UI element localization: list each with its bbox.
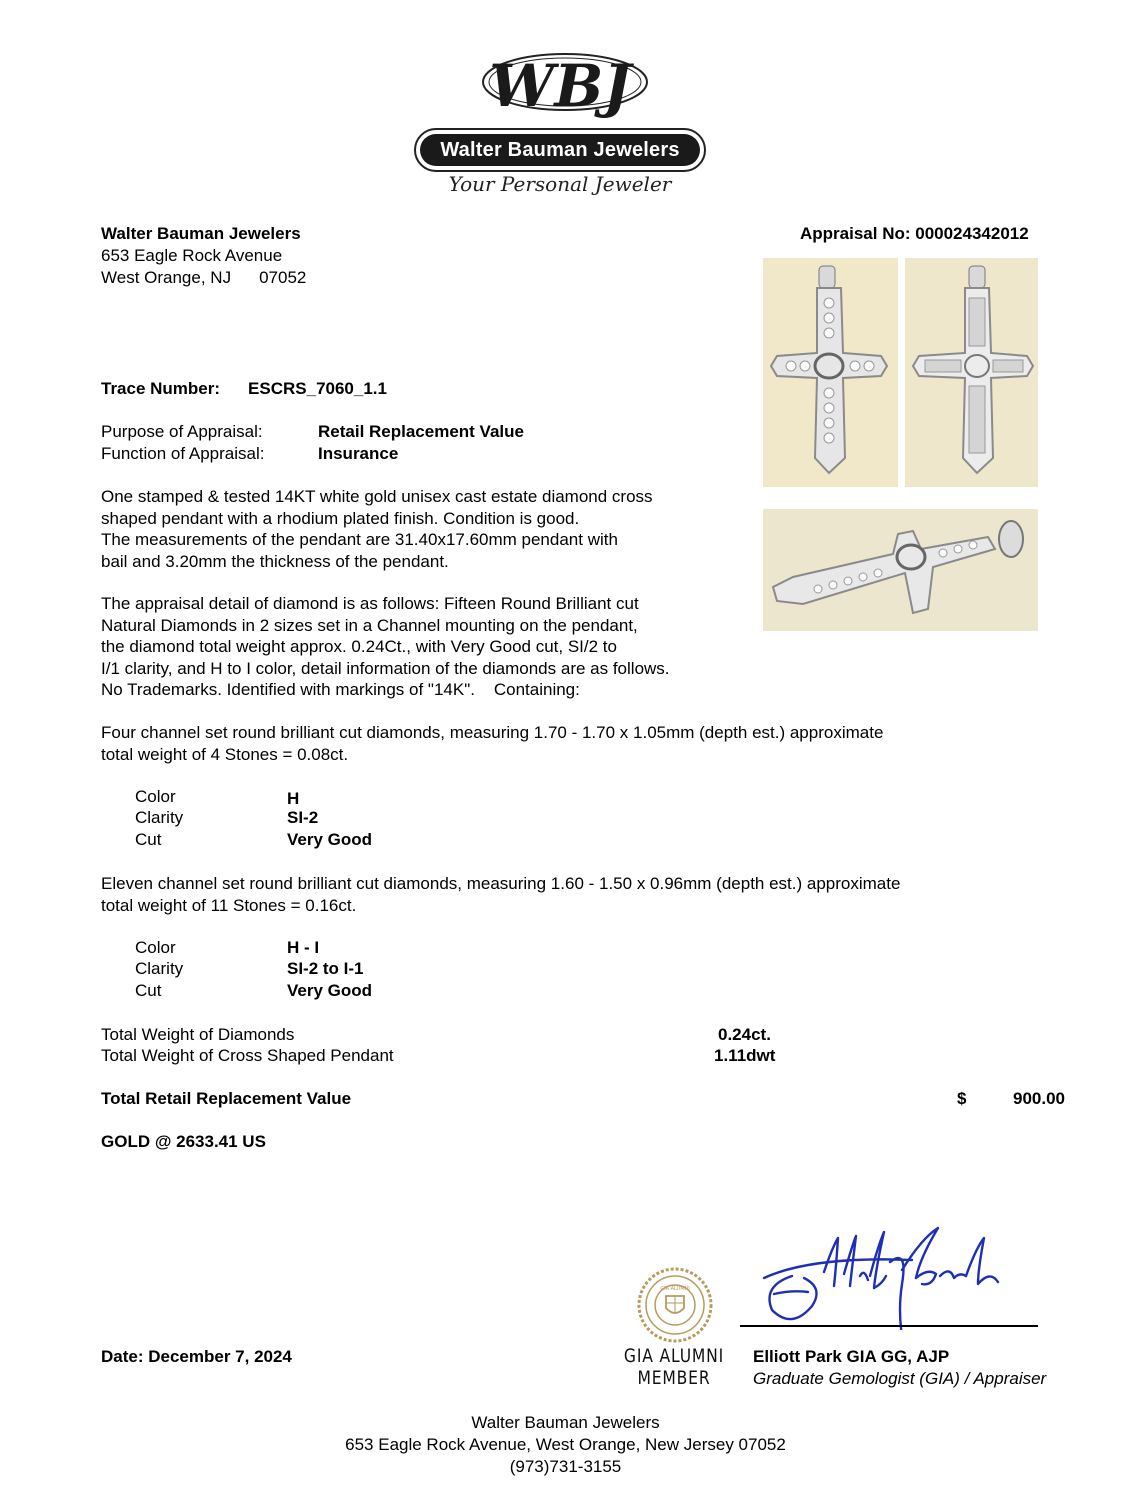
appraiser-name: Elliott Park GIA GG, AJP bbox=[753, 1347, 950, 1366]
purpose-label: Purpose of Appraisal: bbox=[101, 422, 263, 441]
trace-value: ESCRS_7060_1.1 bbox=[248, 379, 387, 398]
detail-line: Natural Diamonds in 2 sizes set in a Channel mounting on the pendant, bbox=[101, 615, 638, 635]
pendant-photo-side bbox=[763, 509, 1038, 631]
retail-value: 900.00 bbox=[1013, 1089, 1065, 1108]
group2-cut-row bbox=[135, 981, 372, 1001]
total-pendant-value: 1.11dwt bbox=[714, 1046, 776, 1065]
appraisal-date: Date: December 7, 2024 bbox=[101, 1347, 292, 1366]
color-label: Color bbox=[135, 938, 176, 957]
color-value: H - I bbox=[287, 938, 320, 957]
gia-alumni-member bbox=[617, 1345, 732, 1389]
appraisal-number: Appraisal No: 000024342012 bbox=[800, 224, 1029, 243]
footer bbox=[0, 1412, 1131, 1478]
logo-name-text: Walter Bauman Jewelers bbox=[420, 134, 700, 166]
clarity-value: SI-2 to I-1 bbox=[287, 959, 364, 978]
total-diamonds-label: Total Weight of Diamonds bbox=[101, 1025, 295, 1044]
diamond-detail bbox=[101, 593, 670, 701]
total-pendant-label: Total Weight of Cross Shaped Pendant bbox=[101, 1046, 394, 1065]
retail-value-label: Total Retail Replacement Value bbox=[101, 1089, 352, 1108]
purpose-value: Retail Replacement Value bbox=[318, 422, 524, 441]
group2-clarity-row bbox=[135, 959, 364, 979]
detail-line: I/1 clarity, and H to I color, detail information of the diamonds are as follows. bbox=[101, 658, 670, 678]
color-value: H bbox=[287, 789, 300, 808]
function-label: Function of Appraisal: bbox=[101, 444, 265, 463]
detail-line: the diamond total weight approx. 0.24Ct., with Very Good cut, SI/2 to bbox=[101, 637, 617, 656]
currency-symbol: $ bbox=[957, 1089, 967, 1108]
color-label: Color bbox=[135, 787, 176, 806]
group2-line: total weight of 11 Stones = 0.16ct. bbox=[101, 895, 357, 915]
cut-value: Very Good bbox=[287, 981, 373, 1000]
company-city-state: West Orange, NJ bbox=[101, 268, 232, 287]
logo-tagline: Your Personal Jeweler bbox=[448, 172, 672, 196]
stone-group-1-text bbox=[101, 722, 883, 765]
trace-number-row bbox=[101, 378, 387, 400]
clarity-label: Clarity bbox=[135, 808, 184, 827]
cut-value: Very Good bbox=[287, 830, 373, 849]
group1-cut-row bbox=[135, 830, 372, 850]
appraiser-signature bbox=[752, 1218, 1042, 1330]
footer-company: Walter Bauman Jewelers bbox=[471, 1413, 660, 1432]
cut-label: Cut bbox=[135, 981, 162, 1000]
company-zip: 07052 bbox=[259, 268, 307, 287]
total-diamonds-value: 0.24ct. bbox=[718, 1025, 771, 1044]
clarity-value: SI-2 bbox=[287, 808, 319, 827]
cut-label: Cut bbox=[135, 830, 162, 849]
description-line: One stamped & tested 14KT white gold unisex cast estate diamond cross bbox=[101, 487, 653, 506]
group1-line: total weight of 4 Stones = 0.08ct. bbox=[101, 744, 349, 764]
trace-label: Trace Number: bbox=[101, 379, 221, 398]
footer-phone: (973)731-3155 bbox=[509, 1457, 622, 1476]
description-line: The measurements of the pendant are 31.40x17.60mm pendant with bbox=[101, 530, 618, 549]
group2-color-row bbox=[135, 938, 319, 958]
group1-color-row bbox=[135, 787, 299, 807]
gia-seal-icon bbox=[636, 1266, 714, 1344]
pendant-photo-back bbox=[905, 258, 1038, 487]
company-name: Walter Bauman Jewelers bbox=[101, 224, 301, 243]
svg-text:WBJ: WBJ bbox=[489, 52, 631, 120]
company-address: 653 Eagle Rock Avenue bbox=[101, 246, 283, 265]
wbj-monogram bbox=[470, 44, 650, 124]
company-logo bbox=[410, 44, 710, 204]
gia-line-2: MEMBER bbox=[637, 1367, 711, 1389]
clarity-label: Clarity bbox=[135, 959, 184, 978]
footer-address: 653 Eagle Rock Avenue, West Orange, New Jersey 07052 bbox=[345, 1435, 786, 1454]
pendant-photo-front bbox=[763, 258, 898, 487]
group1-line: Four channel set round brilliant cut diamonds, measuring 1.70 - 1.70 x 1.05mm (depth est.) approximate bbox=[101, 723, 884, 742]
company-city bbox=[101, 267, 306, 289]
function-value: Insurance bbox=[318, 444, 399, 463]
description-line: shaped pendant with a rhodium plated finish. Condition is good. bbox=[101, 508, 580, 528]
stone-group-2-text bbox=[101, 873, 900, 916]
item-description bbox=[101, 486, 653, 572]
signature-line bbox=[740, 1325, 1038, 1327]
gold-price: GOLD @ 2633.41 US bbox=[101, 1132, 266, 1151]
svg-text:GIA ALUMNI: GIA ALUMNI bbox=[660, 1286, 690, 1292]
appraiser-title: Graduate Gemologist (GIA) / Appraiser bbox=[753, 1369, 1047, 1388]
detail-line: No Trademarks. Identified with markings of "14K". Containing: bbox=[101, 680, 580, 699]
logo-name-bar bbox=[414, 128, 706, 172]
description-line: bail and 3.20mm the thickness of the pendant. bbox=[101, 551, 449, 571]
group2-line: Eleven channel set round brilliant cut diamonds, measuring 1.60 - 1.50 x 0.96mm (depth est.) approximate bbox=[101, 874, 901, 893]
gia-line-1: GIA ALUMNI bbox=[623, 1345, 725, 1367]
group1-clarity-row bbox=[135, 808, 318, 828]
detail-line: The appraisal detail of diamond is as follows: Fifteen Round Brilliant cut bbox=[101, 594, 639, 613]
